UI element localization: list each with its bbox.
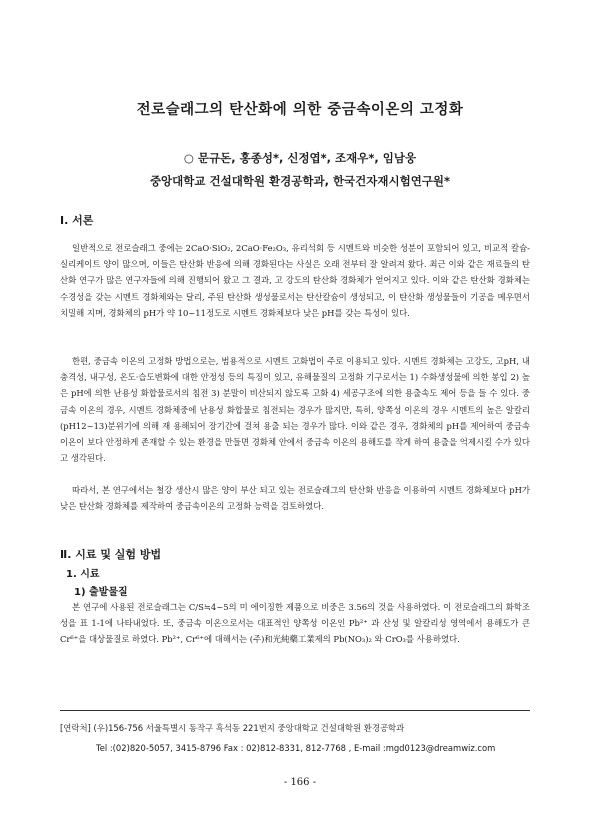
contact-phone-email: Tel :(02)820-5057, 3415-8796 Fax : 02)812-8331, 812-7768 , E-mail :mgd0123@dreamwiz.com [96, 743, 496, 753]
intro-paragraph-3: 따라서, 본 연구에서는 철강 생산시 많은 양이 부산 되고 있는 전로슬래그의 탄산화 반응을 이용하여 시멘트 경화체보다 pH가 낮은 탄산화 경화체를 제작하여 중금속이온의 고정화 능력을 검토하였다. [60, 485, 530, 512]
affiliations: 중앙대학교 건설대학원 환경공학과, 한국건자재시험연구원* [149, 174, 451, 188]
subsection-heading-samples: 1. 시료 [66, 569, 100, 580]
footer-divider [60, 710, 530, 711]
section-heading-methods: Ⅱ. 시료 및 실험 방법 [60, 548, 162, 561]
author-list: ○ 문규돈, 홍종성*, 신정엽*, 조재우*, 임남웅 [183, 151, 417, 165]
paper-title: 전로슬래그의 탄산화에 의한 중금속이온의 고정화 [136, 102, 464, 118]
methods-paragraph-1: 본 연구에 사용된 전로슬래그는 C/S≒4~5의 미 에이징한 제품으로 비중은 3.56의 것을 사용하였다. 이 전로슬래그의 화학조성을 표 1-1에 나타내었다. 또, 중금속 이온으로서는 대표적인 양쪽성 이온인 Pb²⁺ 과 산성 및 알칼리성 영역에서 용해도가 큰 Cr⁶⁺을 대상물질로 하였다. Pb²⁺, Cr⁶⁺에 대해서는 (주)和光純藥工業제의 Pb(NO₃)₂ 와 CrO₃를 사용하였다. [60, 602, 530, 645]
intro-paragraph-2: 한편, 중금속 이온의 고정화 방법으로는, 범용적으로 시멘트 고화법이 주로 이용되고 있다. 시멘트 경화체는 고강도, 고pH, 내충격성, 내구성, 온도·습도변화에 대한 안정성 등의 특징이 있고, 유해물질의 고정화 기구로서는 1) 수화생성물에 의한 봉입 2) 높은 pH에 의한 난용성 화합물로서의 침전 3) 분말이 비산되지 않도록 고화 4) 세공구조에 의한 용출속도 제어 등을 들 수 있다. 중금속 이온의 경우, 시멘트 경화체중에 난용성 화합물로 침전되는 경우가 많지만, 특히, 양쪽성 이온의 경우 시멘트의 높은 알칼리 (pH12~13)분위기에 의해 재 용해되어 장기간에 걸쳐 용출 되는 경우가 많다. 이와 같은 경우, 경화체의 pH를 제어하여 중금속 이온이 보다 안정하게 존재할 수 있는 환경을 만들면 경화체 안에서 중금속 이온의 용해도를 작게 하여 용출을 억제시킬 수가 있다고 생각된다. [60, 356, 530, 464]
contact-address: [연락처] (우)156-756 서울특별시 동작구 흑석동 221번지 중앙대학교 건설대학원 환경공학과 [60, 723, 405, 733]
page-number: - 166 - [283, 777, 317, 788]
section-heading-introduction: Ⅰ. 서론 [60, 214, 94, 227]
subsection-heading-starting-materials: 1) 출발물질 [74, 587, 128, 598]
intro-paragraph-1: 일반적으로 전로슬래그 중에는 2CaO·SiO₂, 2CaO·Fe₂O₃, 유리석회 등 시멘트와 비슷한 성분이 포함되어 있고, 비교적 칼슘-실리케이트 양이 많으며, 이들은 탄산화 반응에 의해 경화된다는 사실은 오래 전부터 잘 알려져 왔다. 최근 이와 같은 재료들의 탄산화 연구가 많은 연구자들에 의해 진행되어 왔고 그 결과, 고 강도의 탄산화 경화체가 얻어지고 있다. 이와 같은 탄산화 경화체는 수경성을 갖는 시멘트 경화체와는 달리, 주된 탄산화 생성물로서는 탄산칼슘이 생성되고, 이 탄산화 생성물들이 기공을 메우면서 치밀해 지며, 경화체의 pH가 약 10~11정도로 시멘트 경화체보다 낮은 pH를 갖는 특성이 있다. [60, 243, 530, 318]
